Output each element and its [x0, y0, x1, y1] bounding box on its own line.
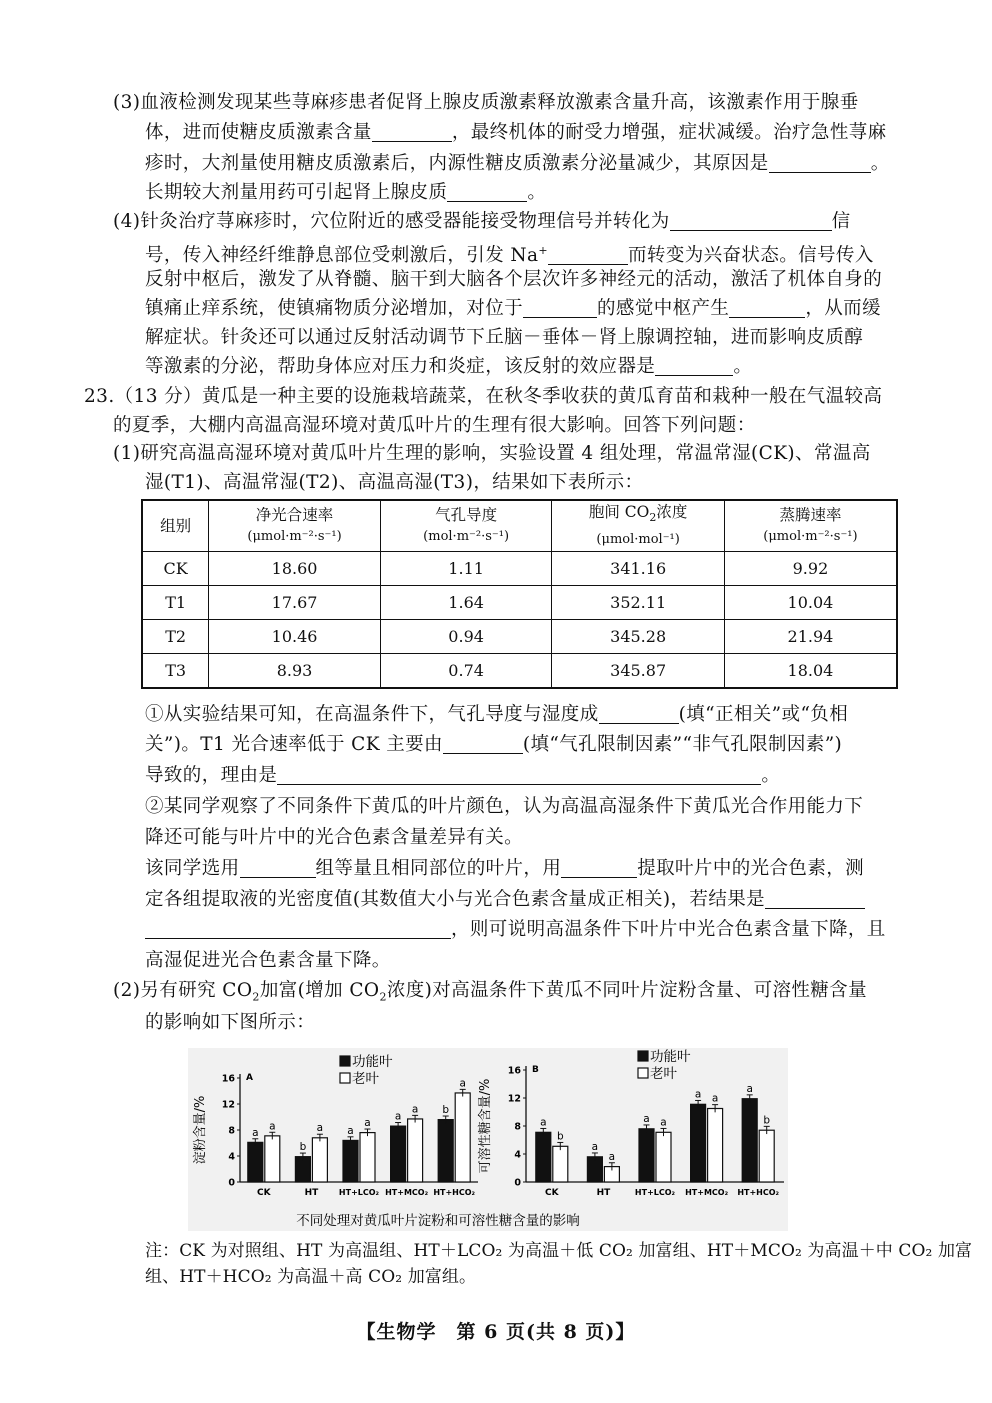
- significance-letter: b: [299, 1141, 307, 1154]
- bar-functional-leaf: [343, 1140, 358, 1182]
- y-axis-label: 淀粉含量/%: [193, 1095, 208, 1165]
- table-row: [142, 653, 897, 688]
- table-header-cell: 组别: [142, 500, 209, 552]
- legend-label: 功能叶: [650, 1049, 691, 1065]
- q23-s2-line6: 高湿促进光合色素含量下降。: [145, 950, 391, 971]
- significance-letter: a: [608, 1150, 616, 1163]
- legend-label: 老叶: [650, 1066, 677, 1082]
- significance-letter: a: [694, 1088, 702, 1101]
- y-tick-label: 8: [228, 1125, 235, 1137]
- q23-1-line2: 湿(T1)、高温常湿(T2)、高温高湿(T3)，结果如下表所示：: [145, 472, 644, 493]
- y-tick-label: 4: [514, 1149, 521, 1161]
- answer-blank[interactable]: [599, 703, 679, 724]
- x-tick-label: HT+LCO₂: [338, 1188, 380, 1197]
- answer-blank[interactable]: [729, 297, 805, 318]
- bar-old-leaf: [759, 1130, 774, 1182]
- bar-old-leaf: [360, 1133, 375, 1182]
- answer-blank[interactable]: [277, 764, 761, 785]
- y-tick-label: 0: [514, 1177, 521, 1189]
- answer-blank[interactable]: [447, 181, 527, 202]
- q22-4-line5: 解症状。针灸还可以通过反射活动调节下丘脑－垂体－肾上腺调控轴，进而影响皮质醇: [145, 327, 864, 348]
- significance-letter: a: [252, 1126, 259, 1139]
- table-cell: 8.93: [209, 653, 381, 688]
- legend-swatch-old: [340, 1073, 350, 1083]
- bar-old-leaf: [265, 1136, 280, 1182]
- table-cell: 10.46: [209, 619, 381, 653]
- table-cell: T3: [142, 653, 209, 688]
- q22-4-line1: (4)针灸治疗荨麻疹时，穴位附近的感受器能接受物理信号并转化为 信: [113, 211, 851, 232]
- y-tick-label: 8: [514, 1121, 521, 1133]
- bar-old-leaf: [656, 1132, 671, 1182]
- x-tick-label: CK: [545, 1188, 559, 1198]
- table-cell: 345.28: [552, 619, 725, 653]
- x-tick-label: HT: [596, 1188, 611, 1198]
- answer-blank[interactable]: [670, 210, 832, 231]
- q23-s1-line2: 关”)。T1 光合速率低于 CK 主要由 (填“气孔限制因素”“非气孔限制因素”): [145, 734, 843, 755]
- q22-3-line3: 疹时，大剂量使用糖皮质激素后，内源性糖皮质激素分泌量减少，其原因是 。: [145, 153, 890, 174]
- table-cell: 0.94: [380, 619, 552, 653]
- table-row: [142, 552, 897, 586]
- bar-old-leaf: [408, 1119, 423, 1182]
- q22-4-line4: 镇痛止痒系统，使镇痛物质分泌增加，对位于 的感觉中枢产生 ，从而缓: [145, 298, 881, 319]
- q23-1-line1: (1)研究高温高湿环境对黄瓜叶片生理的影响，实验设置 4 组处理，常温常湿(CK)、常温高: [113, 443, 871, 464]
- table-header-row: [142, 500, 897, 552]
- answer-blank[interactable]: [523, 297, 597, 318]
- table-cell: 10.04: [724, 585, 897, 619]
- table-header-cell: 净光合速率 (μmol·m⁻²·s⁻¹): [209, 500, 381, 552]
- table-cell: 345.87: [552, 653, 725, 688]
- answer-blank[interactable]: [240, 857, 316, 878]
- answer-blank[interactable]: [145, 918, 451, 939]
- table-cell: 9.92: [724, 552, 897, 586]
- answer-blank[interactable]: [561, 857, 637, 878]
- bar-old-leaf: [455, 1093, 470, 1182]
- table-cell: 0.74: [380, 653, 552, 688]
- x-tick-label: HT+LCO₂: [634, 1188, 676, 1197]
- x-tick-label: HT+MCO₂: [385, 1188, 429, 1197]
- bar-old-leaf: [312, 1138, 327, 1182]
- legend-swatch-functional: [340, 1056, 350, 1066]
- significance-letter: a: [711, 1092, 719, 1105]
- bar-functional-leaf: [248, 1142, 263, 1182]
- legend-label: 老叶: [352, 1071, 379, 1087]
- q23-s2-line4: 定各组提取液的光密度值(其数值大小与光合色素含量成正相关)，若结果是: [145, 885, 865, 915]
- table-cell: 18.04: [724, 653, 897, 688]
- panel-label: B: [532, 1065, 539, 1075]
- answer-blank[interactable]: [655, 355, 733, 376]
- q22-4-line2: 号，传入神经纤维静息部位受刺激后，引发 Na+ 而转变为兴奋状态。信号传入: [145, 244, 874, 267]
- table-header-cell: 胞间 $CO_2$浓度 (μmol·mol⁻¹): [552, 500, 725, 552]
- q23-s2-line2: 降还可能与叶片中的光合色素含量差异有关。: [145, 827, 524, 848]
- answer-blank[interactable]: [443, 733, 523, 754]
- answer-blank[interactable]: [769, 152, 871, 173]
- significance-letter: a: [316, 1122, 324, 1135]
- legend-swatch-old: [638, 1068, 648, 1078]
- significance-letter: b: [442, 1104, 450, 1117]
- significance-letter: a: [411, 1103, 419, 1116]
- table-cell: 1.64: [380, 585, 552, 619]
- figure-note-line2: 组、HT＋HCO₂ 为高温＋高 CO₂ 加富组。: [145, 1267, 477, 1287]
- table-cell: 352.11: [552, 585, 725, 619]
- table-cell: T2: [142, 619, 209, 653]
- significance-letter: b: [556, 1130, 564, 1143]
- x-tick-label: HT+HCO₂: [433, 1188, 476, 1197]
- table-header-cell: 蒸腾速率 (μmol·m⁻²·s⁻¹): [724, 500, 897, 552]
- q22-3-line4: 长期较大剂量用药可引起肾上腺皮质 。: [145, 182, 547, 203]
- q23-intro-line1: 23.（13 分）黄瓜是一种主要的设施栽培蔬菜，在秋冬季收获的黄瓜育苗和栽种一般在气温较高: [84, 386, 883, 407]
- x-tick-label: HT+HCO₂: [737, 1188, 780, 1197]
- bar-functional-leaf: [295, 1157, 310, 1182]
- significance-letter: a: [394, 1110, 402, 1123]
- legend-label: 功能叶: [352, 1054, 393, 1070]
- bar-functional-leaf: [639, 1129, 654, 1182]
- table-row: [142, 585, 897, 619]
- table-cell: CK: [142, 552, 209, 586]
- table-cell: 21.94: [724, 619, 897, 653]
- bar-functional-leaf: [438, 1120, 453, 1182]
- bar-old-leaf: [708, 1109, 723, 1183]
- significance-letter: b: [763, 1114, 771, 1127]
- y-axis-label: 可溶性糖含量/%: [478, 1078, 493, 1174]
- q23-s1-line3: 导致的，理由是 。: [145, 765, 781, 786]
- q23-intro-line2: 的夏季，大棚内高温高湿环境对黄瓜叶片的生理有很大影响。回答下列问题：: [113, 415, 756, 436]
- x-tick-label: CK: [257, 1188, 271, 1198]
- table-cell: 341.16: [552, 552, 725, 586]
- q23-2-line2: 的影响如下图所示：: [145, 1012, 316, 1033]
- x-tick-label: HT+MCO₂: [685, 1188, 729, 1197]
- q23-s2-line1: ②某同学观察了不同条件下黄瓜的叶片颜色，认为高温高湿条件下黄瓜光合作用能力下: [145, 796, 864, 817]
- figure-caption: 不同处理对黄瓜叶片淀粉和可溶性糖含量的影响: [296, 1213, 580, 1229]
- significance-letter: a: [746, 1082, 753, 1095]
- y-tick-label: 12: [507, 1093, 521, 1105]
- answer-blank[interactable]: [548, 244, 628, 265]
- significance-letter: a: [347, 1124, 354, 1137]
- y-tick-label: 12: [221, 1099, 235, 1111]
- results-table: [141, 499, 898, 689]
- significance-letter: a: [660, 1116, 667, 1129]
- y-tick-label: 16: [221, 1073, 235, 1085]
- significance-letter: a: [643, 1112, 650, 1125]
- answer-blank[interactable]: [765, 888, 865, 909]
- q22-3-line1: (3)血液检测发现某些荨麻疹患者促肾上腺皮质激素释放激素含量升高，该激素作用于腺垂: [113, 92, 859, 113]
- table-row: [142, 619, 897, 653]
- bar-functional-leaf: [742, 1099, 757, 1182]
- bar-functional-leaf: [391, 1126, 406, 1182]
- table-cell: 17.67: [209, 585, 381, 619]
- q23-s2-line5: ，则可说明高温条件下叶片中光合色素含量下降，且: [145, 915, 886, 945]
- page-footer: 【生物学 第 6 页(共 8 页)】: [356, 1321, 636, 1343]
- table-header-cell: 气孔导度 (mol·m⁻²·s⁻¹): [380, 500, 552, 552]
- answer-blank[interactable]: [372, 121, 452, 142]
- table-cell: 18.60: [209, 552, 381, 586]
- significance-letter: a: [591, 1140, 599, 1153]
- table-cell: T1: [142, 585, 209, 619]
- q23-2-line1: (2)另有研究 $CO_2$加富(增加 $CO_2$浓度)对高温条件下黄瓜不同叶片淀粉含量、可溶性糖含量: [113, 980, 867, 1004]
- figure-note-line1: 注：CK 为对照组、HT 为高温组、HT＋LCO₂ 为高温＋低 CO₂ 加富组、HT＋MCO₂ 为高温＋中 CO₂ 加富: [145, 1241, 973, 1261]
- y-tick-label: 4: [228, 1151, 235, 1163]
- panel-label: A: [246, 1073, 253, 1083]
- q22-4-line3: 反射中枢后，激发了从脊髓、脑干到大脑各个层次许多神经元的活动，激活了机体自身的: [145, 269, 883, 290]
- significance-letter: a: [540, 1116, 547, 1129]
- significance-letter: a: [269, 1120, 276, 1133]
- legend-swatch-functional: [638, 1051, 648, 1061]
- q23-s1-line1: ①从实验结果可知，在高温条件下，气孔导度与湿度成 (填“正相关”或“负相: [145, 704, 849, 725]
- y-tick-label: 0: [228, 1177, 235, 1189]
- bar-old-leaf: [553, 1146, 568, 1182]
- q22-4-line6: 等激素的分泌，帮助身体应对压力和炎症，该反射的效应器是 。: [145, 356, 753, 377]
- q23-s2-line3: 该同学选用 组等量且相同部位的叶片，用 提取叶片中的光合色素，测: [145, 858, 865, 879]
- table-cell: 1.11: [380, 552, 552, 586]
- starch-sugar-figure: [188, 1048, 788, 1231]
- q22-3-line2: 体，进而使糖皮质激素含量 ，最终机体的耐受力增强，症状减缓。治疗急性荨麻: [145, 122, 887, 143]
- x-tick-label: HT: [304, 1188, 319, 1198]
- bar-functional-leaf: [536, 1132, 551, 1182]
- y-tick-label: 16: [507, 1065, 521, 1077]
- significance-letter: a: [364, 1117, 371, 1130]
- bar-functional-leaf: [691, 1104, 706, 1182]
- significance-letter: a: [459, 1077, 466, 1090]
